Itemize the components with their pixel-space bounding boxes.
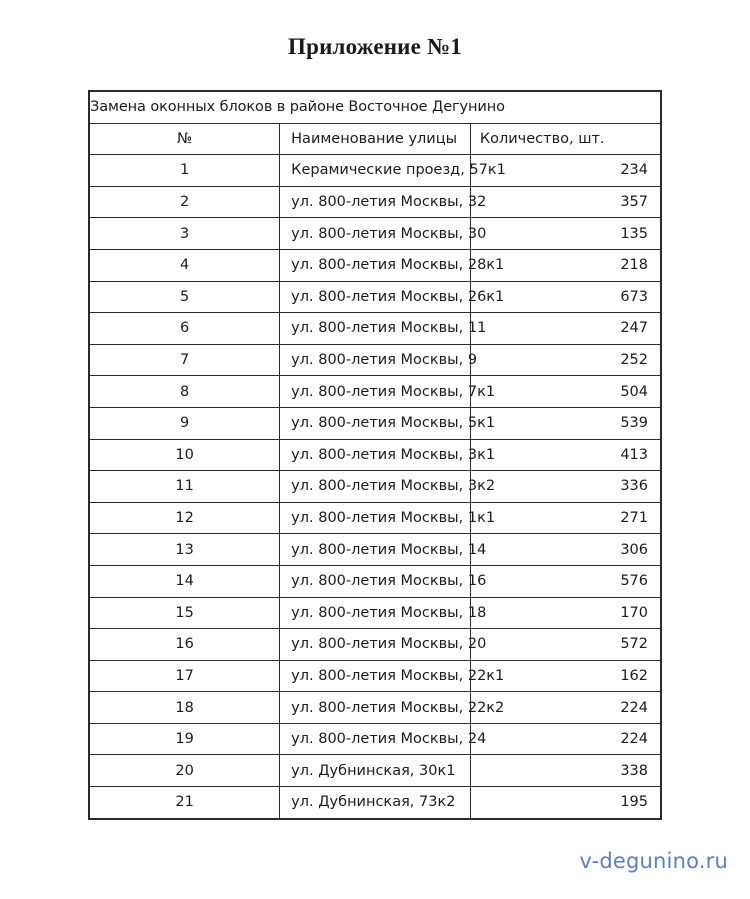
cell-quantity: 572 — [470, 629, 661, 661]
cell-number: 19 — [89, 723, 280, 755]
table-caption-row — [89, 91, 661, 123]
cell-street: ул. 800-летия Москвы, 26к1 — [280, 281, 471, 313]
cell-street: ул. Дубнинская, 30к1 — [280, 755, 471, 787]
cell-street: ул. 800-летия Москвы, 1к1 — [280, 502, 471, 534]
table-row — [89, 502, 661, 534]
cell-street: Керамические проезд, 57к1 — [280, 155, 471, 187]
table-row — [89, 344, 661, 376]
table-row — [89, 186, 661, 218]
site-watermark: v-degunino.ru — [579, 849, 728, 873]
cell-number: 12 — [89, 502, 280, 534]
cell-quantity: 576 — [470, 565, 661, 597]
cell-number: 9 — [89, 407, 280, 439]
table-row — [89, 155, 661, 187]
cell-quantity: 218 — [470, 249, 661, 281]
table-row — [89, 755, 661, 787]
table-caption: Замена оконных блоков в районе Восточное Дегунино — [89, 91, 661, 123]
table-row — [89, 471, 661, 503]
page-title: Приложение №1 — [287, 34, 463, 59]
table-row — [89, 249, 661, 281]
cell-street: ул. 800-летия Москвы, 24 — [280, 723, 471, 755]
table-body — [89, 91, 661, 819]
cell-street: ул. 800-летия Москвы, 3к1 — [280, 439, 471, 471]
window-replacement-table — [88, 90, 662, 820]
cell-number: 8 — [89, 376, 280, 408]
cell-street: ул. 800-летия Москвы, 16 — [280, 565, 471, 597]
cell-quantity: 195 — [470, 787, 661, 819]
cell-street: ул. Дубнинская, 73к2 — [280, 787, 471, 819]
table-container — [88, 60, 662, 820]
cell-street: ул. 800-летия Москвы, 5к1 — [280, 407, 471, 439]
cell-street: ул. 800-летия Москвы, 14 — [280, 534, 471, 566]
cell-number: 7 — [89, 344, 280, 376]
cell-number: 2 — [89, 186, 280, 218]
table-row — [89, 281, 661, 313]
cell-street: ул. 800-летия Москвы, 20 — [280, 629, 471, 661]
cell-number: 18 — [89, 692, 280, 724]
cell-number: 5 — [89, 281, 280, 313]
cell-street: ул. 800-летия Москвы, 11 — [280, 313, 471, 345]
cell-street: ул. 800-летия Москвы, 7к1 — [280, 376, 471, 408]
cell-street: ул. 800-летия Москвы, 18 — [280, 597, 471, 629]
cell-number: 4 — [89, 249, 280, 281]
cell-quantity: 357 — [470, 186, 661, 218]
cell-street: ул. 800-летия Москвы, 3к2 — [280, 471, 471, 503]
cell-quantity: 413 — [470, 439, 661, 471]
cell-quantity: 162 — [470, 660, 661, 692]
table-row — [89, 376, 661, 408]
cell-number: 17 — [89, 660, 280, 692]
cell-street: ул. 800-летия Москвы, 32 — [280, 186, 471, 218]
cell-street: ул. 800-летия Москвы, 28к1 — [280, 249, 471, 281]
cell-quantity: 271 — [470, 502, 661, 534]
table-row — [89, 692, 661, 724]
cell-number: 14 — [89, 565, 280, 597]
table-row — [89, 597, 661, 629]
cell-quantity: 135 — [470, 218, 661, 250]
cell-quantity: 234 — [470, 155, 661, 187]
table-row — [89, 439, 661, 471]
cell-quantity: 336 — [470, 471, 661, 503]
cell-number: 20 — [89, 755, 280, 787]
cell-street: ул. 800-летия Москвы, 30 — [280, 218, 471, 250]
table-row — [89, 723, 661, 755]
cell-number: 3 — [89, 218, 280, 250]
table-row — [89, 313, 661, 345]
cell-number: 16 — [89, 629, 280, 661]
column-header-quantity: Количество, шт. — [470, 123, 661, 155]
table-row — [89, 407, 661, 439]
table-header-row — [89, 123, 661, 155]
cell-number: 10 — [89, 439, 280, 471]
cell-street: ул. 800-летия Москвы, 22к1 — [280, 660, 471, 692]
cell-number: 6 — [89, 313, 280, 345]
cell-street: ул. 800-летия Москвы, 9 — [280, 344, 471, 376]
cell-quantity: 247 — [470, 313, 661, 345]
table-row — [89, 218, 661, 250]
cell-quantity: 504 — [470, 376, 661, 408]
cell-quantity: 306 — [470, 534, 661, 566]
table-row — [89, 660, 661, 692]
cell-number: 15 — [89, 597, 280, 629]
cell-number: 1 — [89, 155, 280, 187]
column-header-street: Наименование улицы — [280, 123, 471, 155]
cell-street: ул. 800-летия Москвы, 22к2 — [280, 692, 471, 724]
column-header-number: № — [89, 123, 280, 155]
cell-quantity: 252 — [470, 344, 661, 376]
cell-number: 21 — [89, 787, 280, 819]
table-row — [89, 565, 661, 597]
cell-quantity: 539 — [470, 407, 661, 439]
cell-number: 11 — [89, 471, 280, 503]
cell-quantity: 338 — [470, 755, 661, 787]
table-row — [89, 629, 661, 661]
table-row — [89, 534, 661, 566]
cell-quantity: 224 — [470, 723, 661, 755]
cell-quantity: 224 — [470, 692, 661, 724]
cell-quantity: 673 — [470, 281, 661, 313]
cell-number: 13 — [89, 534, 280, 566]
cell-quantity: 170 — [470, 597, 661, 629]
table-row — [89, 787, 661, 819]
